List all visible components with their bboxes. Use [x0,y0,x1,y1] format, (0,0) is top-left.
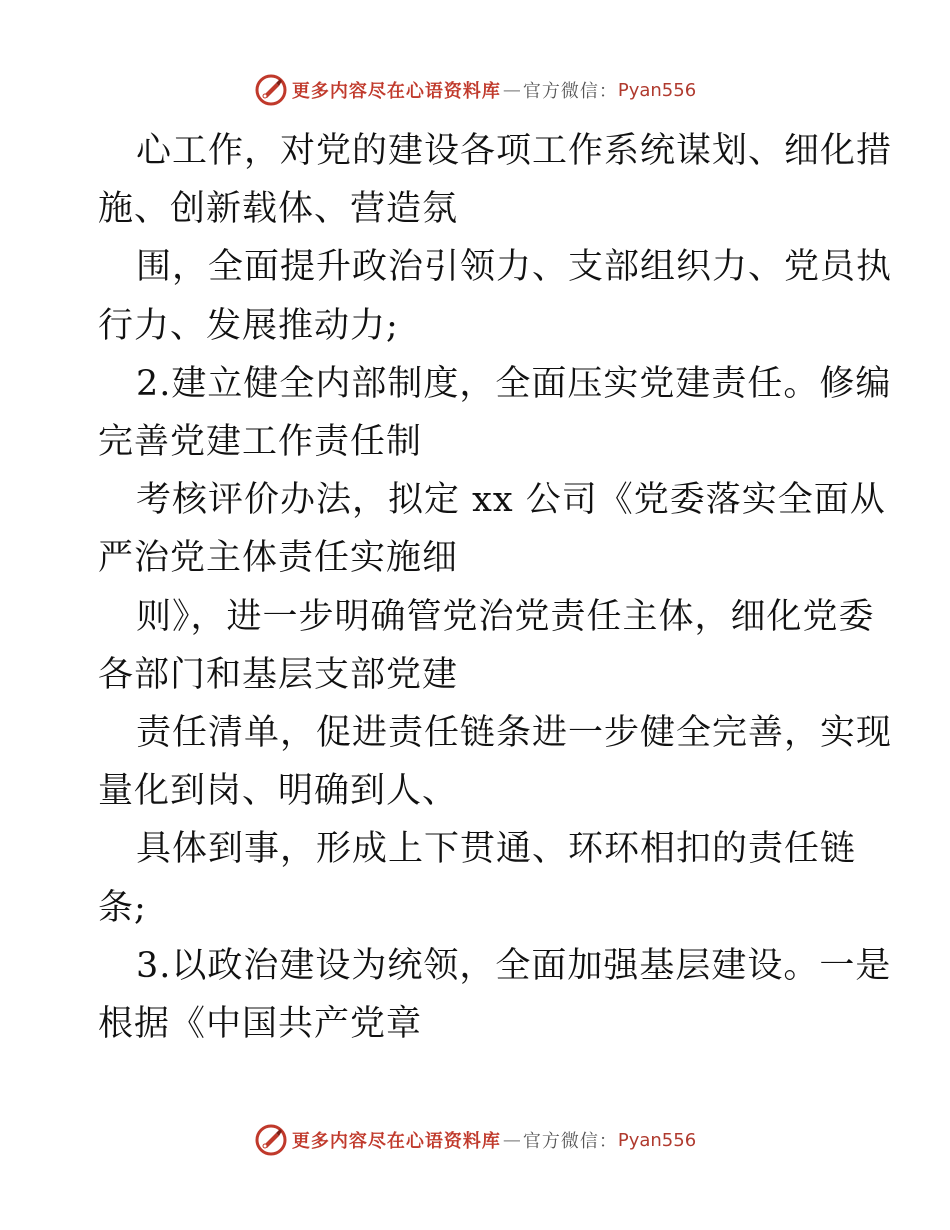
text-line: 条; [98,887,147,928]
text-line: 2.建立健全内部制度，全面压实党建责任。修编 [136,363,892,404]
header-wechat-id: Pyan556 [617,79,697,101]
header-brand-text: 更多内容尽在心语资料库 [291,81,501,102]
text-line: 完善党建工作责任制 [98,422,423,463]
brand-logo-icon [254,1123,288,1157]
text-line: 心工作，对党的建设各项工作系统谋划、细化措 [136,131,893,171]
footer-wechat-id: Pyan556 [617,1129,697,1151]
footer-banner [0,1120,950,1160]
text-line: 施、创新载体、营造氛 [98,189,459,230]
text-line: 围，全面提升政治引领力、支部组织力、党员执 [136,247,893,288]
text-line: 根据《中国共产党章 [98,1004,423,1045]
footer-brand-text: 更多内容尽在心语资料库 [291,1131,501,1152]
text-line: 责任清单，促进责任链条进一步健全完善，实现 [136,713,893,754]
text-line: 则》，进一步明确管党治党责任主体，细化党委 [136,596,875,637]
document-body [98,122,893,1053]
header-banner [0,70,950,110]
text-line: 行力、发展推动力; [98,305,399,346]
text-line: 具体到事，形成上下贯通、环环相扣的责任链 [136,829,857,870]
text-line: 量化到岗、明确到人、 [98,771,459,812]
brand-logo-icon [254,73,288,107]
text-line: 各部门和基层支部党建 [98,654,459,695]
text-line: 3.以政治建设为统领，全面加强基层建设。一是 [136,945,892,986]
header-wechat-label: 官方微信： [522,81,618,102]
footer-wechat-label: 官方微信： [522,1131,618,1152]
header-separator: — [502,79,521,101]
footer-separator: — [502,1129,521,1151]
text-line: 考核评价办法，拟定 xx 公司《党委落实全面从 [136,480,886,521]
text-line: 严治党主体责任实施细 [98,538,459,579]
